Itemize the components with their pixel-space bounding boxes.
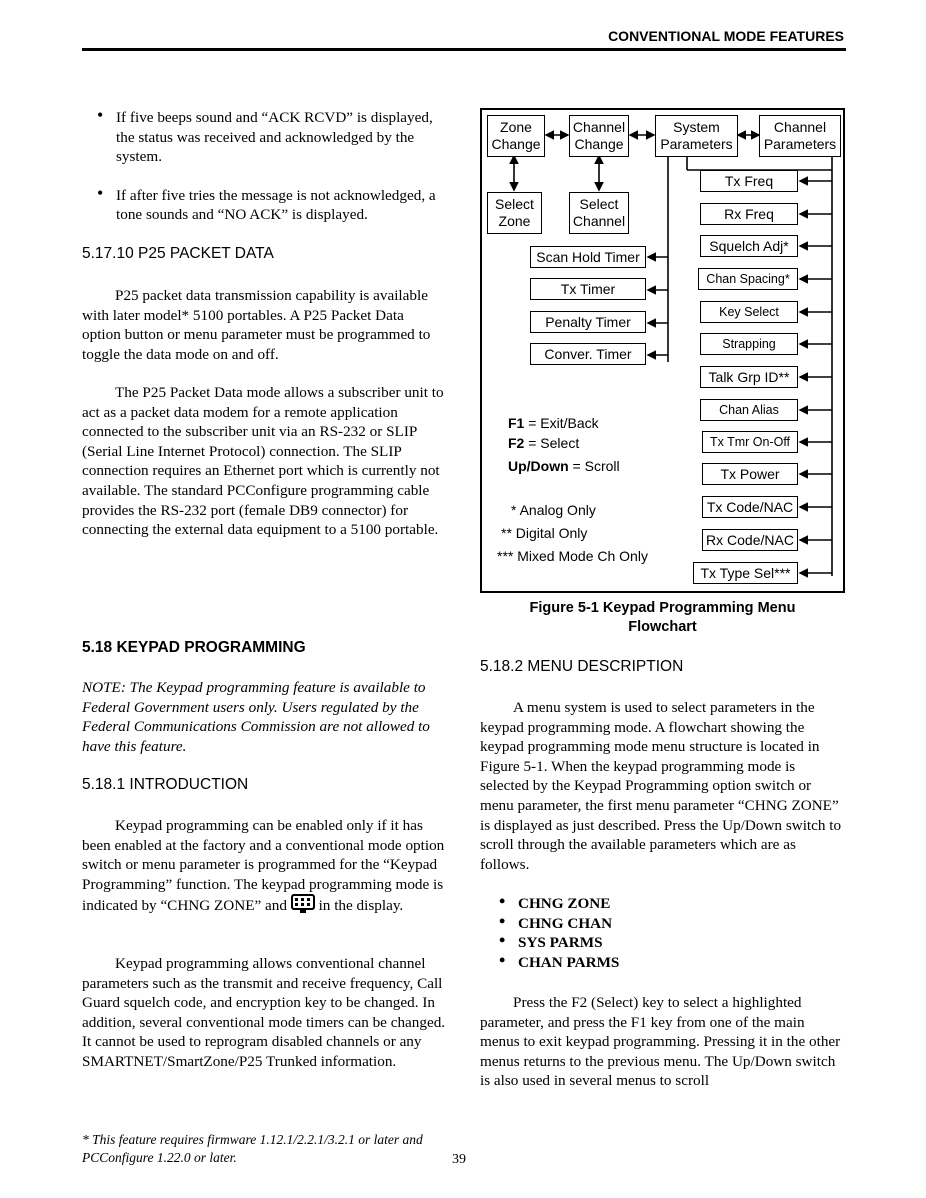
tx-timer-box: Tx Timer [530,278,646,300]
key-select-box: Key Select [700,301,798,323]
list-item: • CHNG ZONE [499,891,611,912]
strapping-box: Strapping [700,333,798,355]
select-zone-box: Select Zone [487,192,542,234]
section-heading-5-18: 5.18 KEYPAD PROGRAMMING [82,639,306,656]
section-heading-5-18-1: 5.18.1 INTRODUCTION [82,776,249,793]
legend-f1: F1 = Exit/Back [508,415,599,431]
legend-analog: * Analog Only [511,502,596,518]
talk-grp-id-box: Talk Grp ID** [700,366,798,388]
legend-updown: Up/Down = Scroll [508,458,620,474]
rx-freq-box: Rx Freq [700,203,798,225]
tx-code-nac-box: Tx Code/NAC [702,496,798,518]
channel-parameters-box: Channel Parameters [759,115,841,157]
scan-hold-timer-box: Scan Hold Timer [530,246,646,268]
list-item: • If after five tries the message is not acknowledged, a tone sounds and “NO ACK” is displayed. [97,182,436,224]
footnote: * This feature requires firmware 1.12.1/2.2.1/3.2.1 or later and PCConfigure 1.22.0 or later. [82,1132,423,1165]
tx-tmr-on-off-box: Tx Tmr On-Off [702,431,798,453]
tx-power-box: Tx Power [702,463,798,485]
list-item: • If five beeps sound and “ACK RCVD” is displayed, the status was received and acknowledged by the system. [97,105,433,166]
page-number: 39 [452,1152,466,1167]
zone-change-box: Zone Change [487,115,545,157]
p25-paragraph-1: P25 packet data transmission capability is available with later model* 5100 portables. A P25 Packet Data option button or menu parameter must be programmed to toggle the data mode on and off. [82,287,431,363]
menu-paragraph-1: A menu system is used to select parameters in the keypad programming mode. A flowchart showing the keypad programming mode menu structure is located in Figure 5-1. When the keypad programming mode is selected by the Keypad Programming option switch or menu parameter, the first menu parameter “CHNG ZONE” is displayed as just described. Press the Up/Down switch to scroll through the available parameters which are as follows. [480,699,842,873]
menu-items-list [496,891,620,972]
system-parameters-box: System Parameters [655,115,738,157]
squelch-adj-box: Squelch Adj* [700,235,798,257]
rx-code-nac-box: Rx Code/NAC [702,529,798,551]
legend-digital: ** Digital Only [501,525,588,541]
bullet-icon: • [499,910,506,931]
chan-spacing-box: Chan Spacing* [698,268,798,290]
bullet-icon: • [499,891,506,911]
list-item: • SYS PARMS [499,930,603,952]
bullet-icon: • [499,949,506,970]
legend-mixed: *** Mixed Mode Ch Only [497,548,648,564]
header-rule [82,48,846,51]
p25-paragraph-2: The P25 Packet Data mode allows a subscriber unit to act as a packet data modem for a remote application connected to the subscriber unit via an RS-232 or SLIP (Serial Line Internet Protocol) connection. The SLIP connection requires an Ethernet port which is currently not available. The standard PCConfigure programming cable provides the RS-232 port (female DB9 connector) for connecting the external data equipment to a 5100 portable. [82,384,444,539]
menu-paragraph-2: Press the F2 (Select) key to select a highlighted parameter, and press the F1 key from one of the main menus to exit keypad programming. Pressing it in the other menus returns to the previous menu. The Up/Down switch is also used in several menus to scroll [480,994,841,1090]
intro-paragraph-1: Keypad programming can be enabled only if it has been enabled at the factory and a conventional mode option switch or menu parameter is programmed for the “Keypad Programming” function. The keypad programming mode is indicated by “CHNG ZONE” and in the display. [82,817,445,915]
penalty-timer-box: Penalty Timer [530,311,646,333]
status-bullets [94,105,446,225]
bullet-icon: • [499,930,506,951]
conver-timer-box: Conver. Timer [530,343,646,365]
channel-change-box: Channel Change [569,115,629,157]
intro-paragraph-2: Keypad programming allows conventional channel parameters such as the transmit and receive frequency, Call Guard squelch code, and encryption key to be changed. In addition, several conventional mode timers can be changed. It cannot be used to reprogram disabled channels or any SMARTNET/SmartZone/P25 Trunked information. [82,955,446,1070]
bullet-icon: • [97,105,104,125]
running-header: CONVENTIONAL MODE FEATURES [608,28,844,44]
tx-freq-box: Tx Freq [700,170,798,192]
tx-type-sel-box: Tx Type Sel*** [693,562,798,584]
section-heading-5-17-10: 5.17.10 P25 PACKET DATA [82,245,274,262]
list-item: • CHNG CHAN [499,910,613,932]
list-item: • CHAN PARMS [499,949,620,971]
figure-caption: Figure 5-1 Keypad Programming Menu Flowchart [529,600,796,635]
legend-f2: F2 = Select [508,435,580,451]
chan-alias-box: Chan Alias [700,399,798,421]
keypad-icon [291,894,315,914]
section-heading-5-18-2: 5.18.2 MENU DESCRIPTION [480,658,684,675]
note-paragraph: NOTE: The Keypad programming feature is available to Federal Government users only. Users regulated by the Federal Communications Commission are not allowed to have this feature. [82,679,430,755]
select-channel-box: Select Channel [569,192,629,234]
bullet-icon: • [97,182,104,203]
flowchart-figure [480,108,845,593]
